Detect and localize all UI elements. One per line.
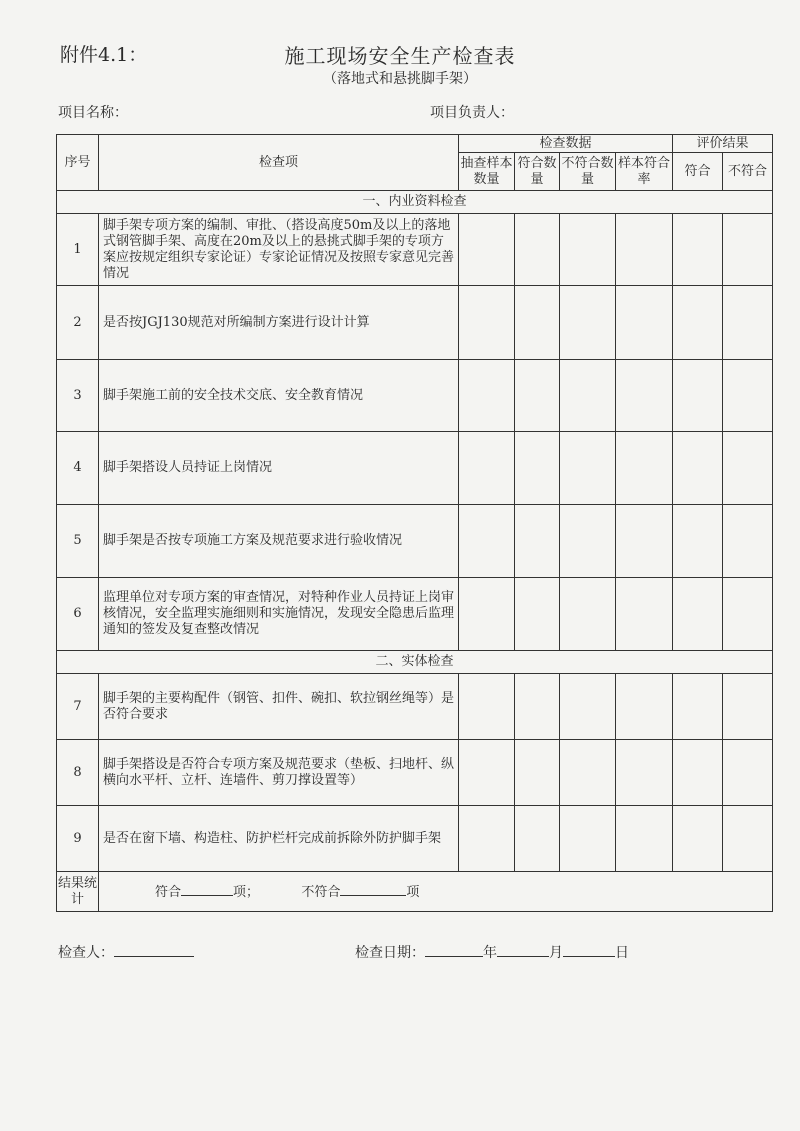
header-eval-result: 评价结果 bbox=[673, 135, 773, 153]
row-check-item: 脚手架是否按专项施工方案及规范要求进行验收情况 bbox=[99, 505, 459, 578]
cell-rate[interactable] bbox=[616, 806, 673, 872]
summary-item-suffix-2: 项 bbox=[406, 884, 420, 900]
row-check-item: 脚手架施工前的安全技术交底、安全教育情况 bbox=[99, 360, 459, 432]
summary-item-suffix-1: 项； bbox=[233, 884, 260, 900]
cell-notok[interactable] bbox=[560, 740, 616, 806]
inspector-blank[interactable] bbox=[114, 944, 194, 957]
cell-eval-ok[interactable] bbox=[673, 286, 723, 360]
day-blank[interactable] bbox=[563, 944, 615, 957]
header-eval-notok: 不符合 bbox=[723, 153, 773, 191]
row-check-item: 监理单位对专项方案的审查情况，对特种作业人员持证上岗审核情况，安全监理实施细则和实施情况，发现安全隐患后监理通知的签发及复查整改情况 bbox=[99, 578, 459, 651]
cell-notok[interactable] bbox=[560, 505, 616, 578]
header-ok-count: 符合数量 bbox=[515, 153, 560, 191]
cell-sample[interactable] bbox=[459, 214, 515, 286]
cell-sample[interactable] bbox=[459, 286, 515, 360]
cell-notok[interactable] bbox=[560, 674, 616, 740]
year-blank[interactable] bbox=[425, 944, 483, 957]
cell-sample[interactable] bbox=[459, 432, 515, 505]
header-sample-rate: 样本符合率 bbox=[616, 153, 673, 191]
header-check-data: 检查数据 bbox=[459, 135, 673, 153]
table-row bbox=[57, 214, 773, 286]
row-number: 2 bbox=[57, 286, 99, 360]
cell-eval-ok[interactable] bbox=[673, 806, 723, 872]
cell-eval-ok[interactable] bbox=[673, 214, 723, 286]
summary-notok-label: 不符合 bbox=[301, 884, 341, 900]
table-row bbox=[57, 432, 773, 505]
cell-eval-notok[interactable] bbox=[723, 740, 773, 806]
header-notok-count: 不符合数量 bbox=[560, 153, 616, 191]
cell-eval-notok[interactable] bbox=[723, 360, 773, 432]
cell-sample[interactable] bbox=[459, 360, 515, 432]
row-check-item: 脚手架专项方案的编制、审批、（搭设高度50m及以上的落地式钢管脚手架、高度在20m及以上的悬挑式脚手架的专项方案应按规定组织专家论证）专家论证情况及按照专家意见完善情况 bbox=[99, 214, 459, 286]
cell-eval-notok[interactable] bbox=[723, 286, 773, 360]
summary-label: 结果统计 bbox=[57, 872, 99, 912]
cell-ok[interactable] bbox=[515, 286, 560, 360]
row-check-item: 是否在窗下墙、构造柱、防护栏杆完成前拆除外防护脚手架 bbox=[99, 806, 459, 872]
table-row bbox=[57, 674, 773, 740]
date-label: 检查日期： bbox=[355, 945, 425, 961]
row-number: 3 bbox=[57, 360, 99, 432]
cell-eval-ok[interactable] bbox=[673, 674, 723, 740]
row-number: 1 bbox=[57, 214, 99, 286]
cell-eval-notok[interactable] bbox=[723, 806, 773, 872]
table-row bbox=[57, 806, 773, 872]
cell-rate[interactable] bbox=[616, 214, 673, 286]
cell-ok[interactable] bbox=[515, 578, 560, 651]
cell-notok[interactable] bbox=[560, 432, 616, 505]
inspection-table bbox=[56, 134, 773, 912]
month-blank[interactable] bbox=[497, 944, 549, 957]
table-row bbox=[57, 740, 773, 806]
cell-ok[interactable] bbox=[515, 674, 560, 740]
table-row bbox=[57, 286, 773, 360]
cell-sample[interactable] bbox=[459, 740, 515, 806]
cell-eval-ok[interactable] bbox=[673, 360, 723, 432]
summary-row bbox=[57, 872, 773, 912]
cell-eval-notok[interactable] bbox=[723, 578, 773, 651]
date-field bbox=[355, 942, 629, 962]
page-subtitle: （落地式和悬挑脚手架） bbox=[323, 71, 477, 87]
summary-ok-blank[interactable] bbox=[181, 883, 233, 896]
project-lead-label: 项目负责人： bbox=[430, 105, 514, 121]
cell-eval-notok[interactable] bbox=[723, 214, 773, 286]
header-eval-ok: 符合 bbox=[673, 153, 723, 191]
cell-notok[interactable] bbox=[560, 214, 616, 286]
inspector-field bbox=[58, 942, 194, 962]
cell-ok[interactable] bbox=[515, 740, 560, 806]
inspector-label: 检查人： bbox=[58, 945, 114, 961]
cell-ok[interactable] bbox=[515, 806, 560, 872]
cell-eval-ok[interactable] bbox=[673, 740, 723, 806]
cell-eval-ok[interactable] bbox=[673, 505, 723, 578]
summary-ok-label: 符合 bbox=[155, 884, 182, 900]
row-check-item: 脚手架搭设是否符合专项方案及规范要求（垫板、扫地杆、纵横向水平杆、立杆、连墙件、剪刀撑设置等） bbox=[99, 740, 459, 806]
cell-rate[interactable] bbox=[616, 505, 673, 578]
cell-rate[interactable] bbox=[616, 578, 673, 651]
cell-notok[interactable] bbox=[560, 286, 616, 360]
cell-sample[interactable] bbox=[459, 505, 515, 578]
cell-notok[interactable] bbox=[560, 578, 616, 651]
row-check-item: 是否按JGJ130规范对所编制方案进行设计计算 bbox=[99, 286, 459, 360]
cell-eval-ok[interactable] bbox=[673, 578, 723, 651]
cell-notok[interactable] bbox=[560, 360, 616, 432]
summary-text bbox=[99, 872, 773, 912]
cell-sample[interactable] bbox=[459, 674, 515, 740]
summary-notok-blank[interactable] bbox=[340, 883, 406, 896]
row-check-item: 脚手架搭设人员持证上岗情况 bbox=[99, 432, 459, 505]
cell-rate[interactable] bbox=[616, 674, 673, 740]
cell-eval-ok[interactable] bbox=[673, 432, 723, 505]
header-sample-count: 抽查样本数量 bbox=[459, 153, 515, 191]
cell-notok[interactable] bbox=[560, 806, 616, 872]
row-check-item: 脚手架的主要构配件（钢管、扣件、碗扣、软拉钢丝绳等）是否符合要求 bbox=[99, 674, 459, 740]
row-number: 6 bbox=[57, 578, 99, 651]
cell-rate[interactable] bbox=[616, 286, 673, 360]
table-row bbox=[57, 578, 773, 651]
header-seq: 序号 bbox=[57, 135, 99, 191]
cell-ok[interactable] bbox=[515, 214, 560, 286]
cell-ok[interactable] bbox=[515, 432, 560, 505]
cell-ok[interactable] bbox=[515, 505, 560, 578]
header-item: 检查项 bbox=[99, 135, 459, 191]
cell-sample[interactable] bbox=[459, 578, 515, 651]
page-title: 施工现场安全生产检查表 bbox=[284, 44, 516, 68]
table-row bbox=[57, 505, 773, 578]
cell-rate[interactable] bbox=[616, 360, 673, 432]
cell-ok[interactable] bbox=[515, 360, 560, 432]
attachment-label: 附件4.1： bbox=[60, 44, 148, 66]
day-label: 日 bbox=[615, 945, 629, 961]
cell-rate[interactable] bbox=[616, 740, 673, 806]
month-label: 月 bbox=[549, 945, 563, 961]
project-name-label: 项目名称： bbox=[58, 105, 128, 121]
row-number: 8 bbox=[57, 740, 99, 806]
row-number: 5 bbox=[57, 505, 99, 578]
cell-eval-notok[interactable] bbox=[723, 432, 773, 505]
row-number: 4 bbox=[57, 432, 99, 505]
table-row bbox=[57, 360, 773, 432]
section-heading-physical: 二、实体检查 bbox=[57, 651, 773, 674]
row-number: 9 bbox=[57, 806, 99, 872]
cell-sample[interactable] bbox=[459, 806, 515, 872]
row-number: 7 bbox=[57, 674, 99, 740]
cell-rate[interactable] bbox=[616, 432, 673, 505]
year-label: 年 bbox=[483, 945, 497, 961]
cell-eval-notok[interactable] bbox=[723, 505, 773, 578]
cell-eval-notok[interactable] bbox=[723, 674, 773, 740]
section-heading-docs: 一、内业资料检查 bbox=[57, 191, 773, 214]
